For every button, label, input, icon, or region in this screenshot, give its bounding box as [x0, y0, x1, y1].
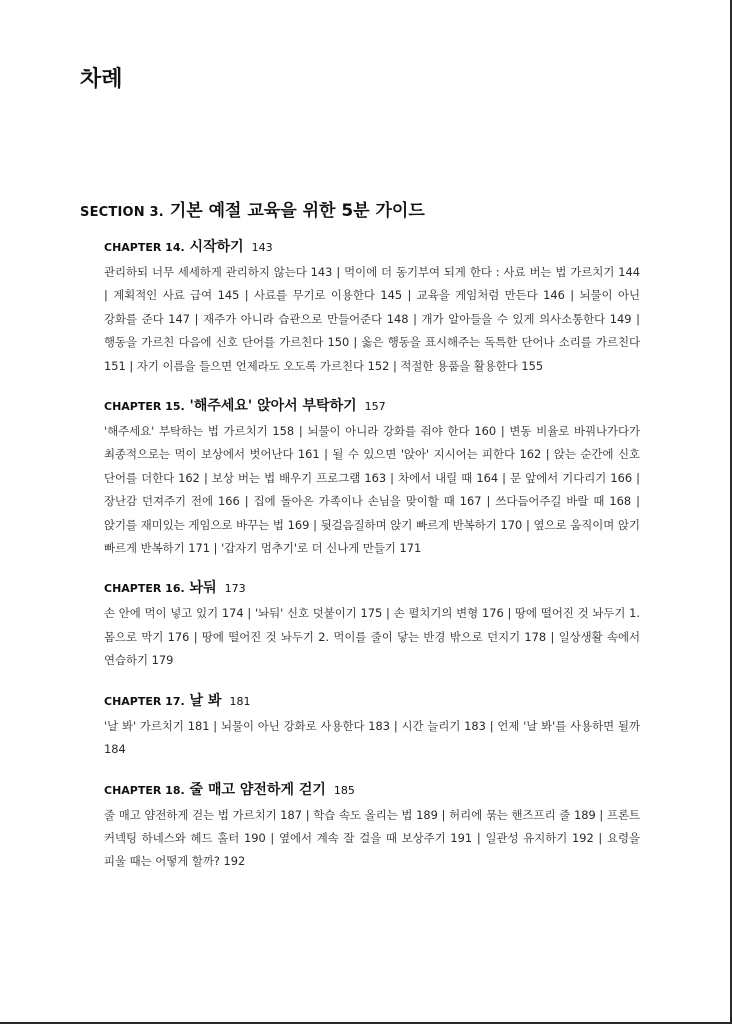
chapter-label: CHAPTER 14.	[104, 241, 185, 254]
section-title: 기본 예절 교육을 위한 5분 가이드	[169, 201, 425, 221]
chapter-page: 173	[224, 582, 246, 596]
chapter-heading	[104, 577, 640, 597]
chapter-entries: 손 안에 먹이 넣고 있기 174 | '놔둬' 신호 덧붙이기 175 | 손 펼치기의 변형 176 | 땅에 떨어진 것 놔두기 1. 몸으로 막기 176 | 땅에 떨어진 것 놔두기 2. 먹이를 줄이 닿는 반경 밖으로 던지기 178 | 일상생활 속에서 연습하기 179	[104, 606, 640, 668]
chapter-entries: 관리하되 너무 세세하게 관리하지 않는다 143 | 먹이에 더 동기부여 되게 한다 : 사료 버는 법 가르치기 144 | 계획적인 사료 급여 145 | 사료를 무기로 이용한다 145 | 교육을 게임처럼 만든다 146 | 뇌물이 아닌 강화를 준다 147 | 재주가 아니라 습관으로 만들어준다 148 | 개가 알아들을 수 있게 의사소통한다 149 | 행동을 가르친 다음에 신호 단어를 가르친다 150 | 옳은 행동을 표시해주는 독특한 단어나 소리를 가르친다 151 | 자기 이름을 들으면 언제라도 오도록 가르친다 152 | 적절한 용품을 활용한다 155	[104, 265, 640, 373]
chapter-heading	[104, 690, 640, 710]
chapter-page: 157	[364, 400, 386, 414]
chapter-label: CHAPTER 18.	[104, 783, 185, 797]
chapter-title: 시작하기	[189, 239, 244, 255]
chapter-16	[104, 577, 640, 672]
chapter-heading	[104, 236, 640, 256]
chapter-18	[104, 779, 640, 874]
chapter-heading	[104, 779, 640, 799]
chapter-page: 181	[229, 694, 251, 708]
chapter-17	[104, 690, 640, 762]
chapter-entries: 줄 매고 얌전하게 걷는 법 가르치기 187 | 학습 속도 올리는 법 189 | 허리에 묶는 핸즈프리 줄 189 | 프론트 커넥팅 하네스와 헤드 홀터 190 | 옆에서 계속 잘 걸을 때 보상주기 191 | 일관성 유지하기 192 | 요령을 피울 때는 어떻게 할까? 192	[104, 807, 640, 869]
chapter-title: 줄 매고 얌전하게 걷기	[189, 781, 326, 798]
section-heading	[80, 196, 425, 221]
chapter-label: CHAPTER 16.	[104, 582, 185, 596]
chapter-14	[104, 236, 640, 378]
chapter-title: 날 봐	[189, 692, 222, 709]
chapter-15	[104, 395, 640, 560]
chapter-list	[104, 236, 640, 891]
chapter-entries: '날 봐' 가르치기 181 | 뇌물이 아닌 강화로 사용한다 183 | 시간 늘리기 183 | 언제 '날 봐'를 사용하면 될까 184	[104, 718, 640, 757]
chapter-title: 놔둬	[189, 580, 217, 597]
chapter-label: CHAPTER 17.	[104, 694, 185, 708]
chapter-title: '해주세요' 앉아서 부탁하기	[189, 398, 357, 415]
chapter-entries: '해주세요' 부탁하는 법 가르치기 158 | 뇌물이 아니라 강화를 줘야 한다 160 | 변동 비율로 바꿔나가다가 최종적으로는 먹이 보상에서 벗어난다 161 | 될 수 있으면 '앉아' 지시어는 피한다 162 | 앉는 순간에 신호 단어를 더한다 162 | 보상 버는 법 배우기 프로그램 163 | 차에서 내릴 때 164 | 문 앞에서 기다리기 166 | 장난감 던져주기 전에 166 | 집에 돌아온 가족이나 손님을 맞이할 때 167 | 쓰다듬어주길 바랄 때 168 | 앉기를 재미있는 게임으로 바꾸는 법 169 | 뒷걸음질하며 앉기 빠르게 반복하기 170 | 옆으로 움직이며 앉기 빠르게 반복하기 171 | '갑자기 멈추기'로 더 신나게 만들기 171	[104, 424, 640, 556]
toc-title: 차례	[80, 67, 123, 92]
chapter-page: 143	[251, 241, 273, 254]
chapter-page: 185	[333, 783, 355, 797]
section-label: SECTION 3.	[80, 205, 164, 220]
chapter-heading	[104, 395, 640, 415]
chapter-label: CHAPTER 15.	[104, 400, 185, 414]
